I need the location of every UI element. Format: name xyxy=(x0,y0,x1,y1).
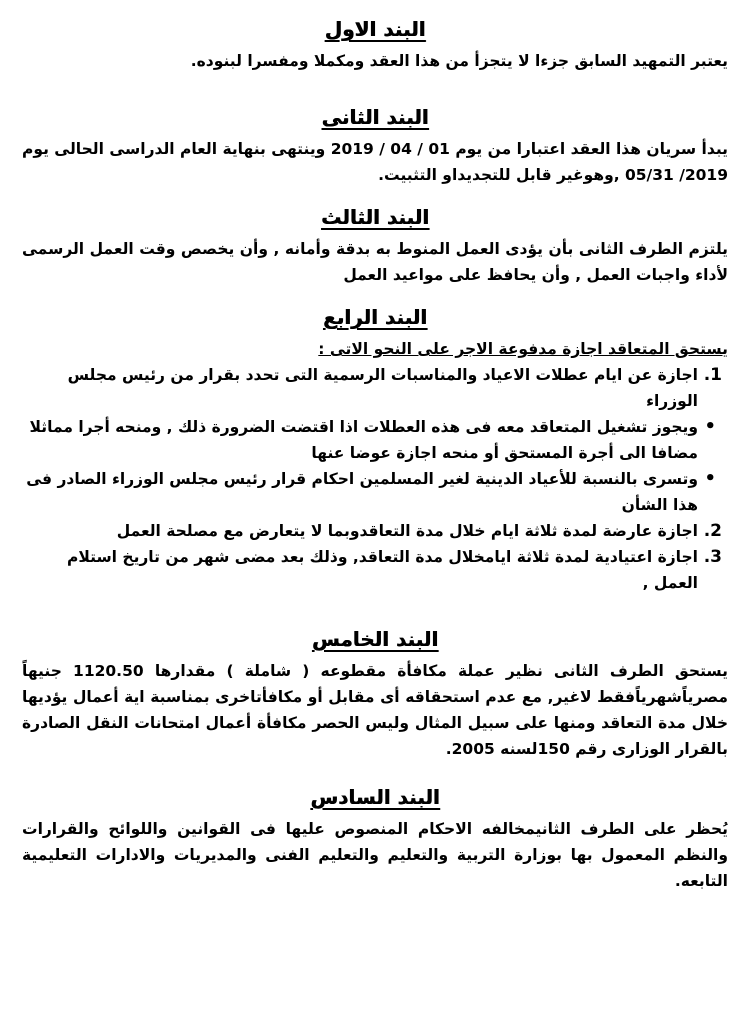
clause-3-heading: البند الثالث xyxy=(321,205,429,229)
clause-1-heading: البند الاول xyxy=(324,17,426,41)
clause-6-heading: البند السادس xyxy=(310,785,440,809)
clause-1-text: يعتبر التمهيد السابق جزءا لا يتجزأ من هذا العقد ومكملا ومفسرا لبنوده. xyxy=(190,52,728,70)
clause-5-heading: البند الخامس xyxy=(311,627,439,651)
clause-3 xyxy=(22,202,728,288)
clause-2-text: يبدأ سريان هذا العقد اعتبارا من يوم 01 / 04 / 2019 وينتهى بنهاية العام الدراسى الحالى يوم 2019/ 05/31 ,وهوغير قابل للتجديداو التثبيت. xyxy=(22,140,728,184)
clause-3-text: يلتزم الطرف الثانى بأن يؤدى العمل المنوط به بدقة وأمانه , وأن يخصص وقت العمل الرسمى لأداء واجبات العمل , وأن يحافظ على مواعيد العمل xyxy=(22,240,728,284)
leave-item-2 xyxy=(22,518,722,544)
clause-1 xyxy=(22,14,728,74)
leave-item-1-text: اجازة عن ايام عطلات الاعياد والمناسبات الرسمية التى تحدد بقرار من رئيس مجلس الوزراء xyxy=(67,366,698,410)
clause-5 xyxy=(22,624,728,762)
leave-item-1 xyxy=(22,362,722,414)
leave-list-cont xyxy=(22,518,728,596)
leave-item-1-number: 1. xyxy=(703,365,722,385)
leave-list xyxy=(22,362,728,414)
clause-2 xyxy=(22,102,728,188)
clause-6 xyxy=(22,782,728,894)
leave-item-3 xyxy=(22,544,722,596)
clause-5-text: يستحق الطرف الثانى نظير عملة مكافأة مقطوعه ( شاملة ) مقدارها 1120.50 جنيهاً مصرياًشهرياًفقط لاغير, مع عدم استحقاقه أى مقابل أو مكافأتاخرى بمناسبة اية أعمال يؤديها خلال مدة التعاقد ومنها على سبيل المثال وليس الحصر مكافأة أعمال امتحانات النقل الصادرة بالقرار الوزارى رقم 150لسنه 2005. xyxy=(22,662,728,758)
clause-6-text: يُحظر على الطرف الثانيمخالفه الاحكام المنصوص عليها فى القوانين واللوائح والقرارات والنظم المعمول بها بوزارة التربية والتعليم والتعليم الفنى والمديريات والادارات التعليمية التابعه. xyxy=(22,820,728,890)
clause-4-lead: يستحق المتعاقد اجازة مدفوعة الاجر على النحو الاتى : xyxy=(318,340,728,358)
leave-item-3-text: اجازة اعتيادية لمدة ثلاثة ايامخلال مدة التعاقد, وذلك بعد مضى شهر من تاريخ استلام العمل , xyxy=(66,548,698,592)
leave-bullets xyxy=(22,414,728,518)
clause-4-heading: البند الرابع xyxy=(322,305,428,329)
clause-2-heading: البند الثانى xyxy=(321,105,429,129)
leave-bullet-2: • وتسرى بالنسبة للأعياد الدينية لغير المسلمين احكام قرار رئيس مجلس الوزراء الصادر فى هذا الشأن xyxy=(22,466,698,518)
clause-4 xyxy=(22,302,728,596)
leave-item-2-number: 2. xyxy=(703,521,722,541)
leave-item-2-text: اجازة عارضة لمدة ثلاثة ايام خلال مدة التعاقدوبما لا يتعارض مع مصلحة العمل xyxy=(116,522,698,540)
leave-bullet-1: • ويجوز تشغيل المتعاقد معه فى هذه العطلات اذا اقتضت الضرورة ذلك , ومنحه أجرا مماثلا مضافا الى أجرة المستحق أو منحه اجازة عوضا عنها xyxy=(22,414,698,466)
leave-item-3-number: 3. xyxy=(703,547,722,567)
